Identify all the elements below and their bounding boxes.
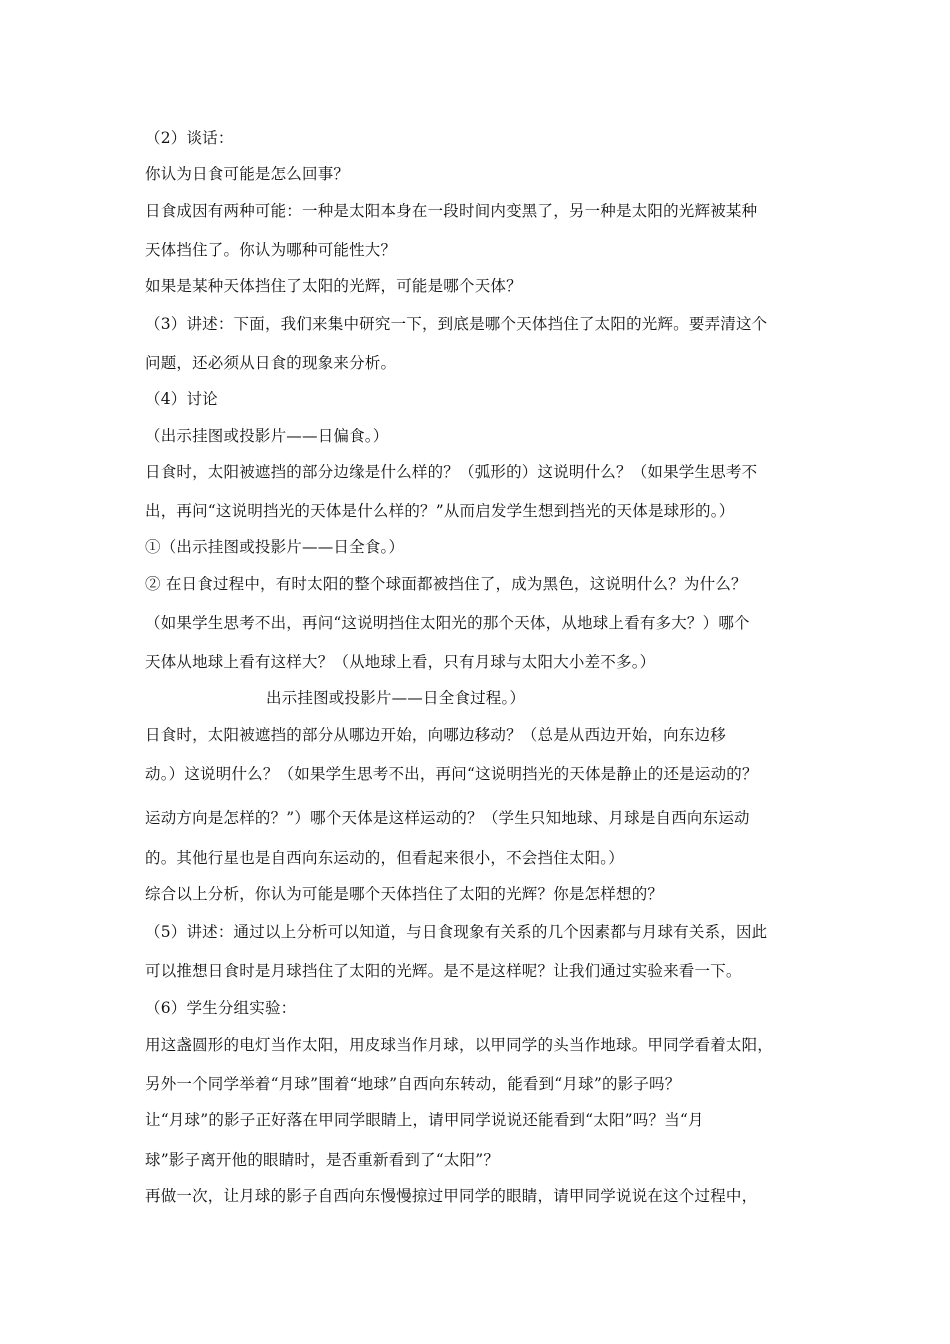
text-line: 让“月球”的影子正好落在甲同学眼睛上，请甲同学说说还能看到“太阳”吗？当“月 bbox=[145, 1111, 704, 1129]
text-line: 另外一个同学举着“月球”围着“地球”自西向东转动，能看到“月球”的影子吗？ bbox=[145, 1075, 681, 1093]
text-line-indented: 出示挂图或投影片——日全食过程。） bbox=[266, 689, 526, 707]
text-line: 动。）这说明什么？（如果学生思考不出，再问“这说明挡光的天体是静止的还是运动的？ bbox=[145, 765, 758, 783]
text-line: （出示挂图或投影片——日偏食。） bbox=[145, 427, 389, 445]
text-line: ①（出示挂图或投影片——日全食。） bbox=[145, 538, 405, 556]
text-line: 日食时，太阳被遮挡的部分从哪边开始，向哪边移动？（总是从西边开始，向东边移 bbox=[145, 726, 726, 744]
text-line: 如果是某种天体挡住了太阳的光辉，可能是哪个天体？ bbox=[145, 277, 522, 295]
text-line: 的。其他行星也是自西向东运动的，但看起来很小，不会挡住太阳。） bbox=[145, 849, 624, 867]
text-line: 综合以上分析，你认为可能是哪个天体挡住了太阳的光辉？你是怎样想的？ bbox=[145, 885, 664, 903]
text-line: （如果学生思考不出，再问“这说明挡住太阳光的那个天体，从地球上看有多大？）哪个 bbox=[145, 614, 750, 632]
text-line: （6）学生分组实验： bbox=[145, 999, 297, 1017]
text-line: 球”影子离开他的眼睛时，是否重新看到了“太阳”？ bbox=[145, 1151, 500, 1169]
text-line: ② 在日食过程中，有时太阳的整个球面都被挡住了，成为黑色，这说明什么？为什么？ bbox=[145, 575, 747, 593]
text-line: 出，再问“这说明挡光的天体是什么样的？”从而启发学生想到挡光的天体是球形的。） bbox=[145, 502, 735, 520]
text-line: 天体挡住了。你认为哪种可能性大？ bbox=[145, 241, 397, 259]
text-line: 天体从地球上看有这样大？（从地球上看，只有月球与太阳大小差不多。） bbox=[145, 653, 656, 671]
text-line: （5）讲述：通过以上分析可以知道，与日食现象有关系的几个因素都与月球有关系，因此 bbox=[145, 923, 768, 941]
text-line: 运动方向是怎样的？”）哪个天体是这样运动的？（学生只知地球、月球是自西向东运动 bbox=[145, 809, 750, 827]
text-line: （4）讨论 bbox=[145, 390, 218, 408]
text-line: 你认为日食可能是怎么回事？ bbox=[145, 165, 350, 183]
text-line: 日食时，太阳被遮挡的部分边缘是什么样的？（弧形的）这说明什么？（如果学生思考不 bbox=[145, 463, 758, 481]
text-line: 用这盏圆形的电灯当作太阳，用皮球当作月球，以甲同学的头当作地球。甲同学看着太阳， bbox=[145, 1036, 774, 1054]
text-line: 再做一次，让月球的影子自西向东慢慢掠过甲同学的眼睛，请甲同学说说在这个过程中， bbox=[145, 1187, 758, 1205]
text-line: 可以推想日食时是月球挡住了太阳的光辉。是不是这样呢？让我们通过实验来看一下。 bbox=[145, 962, 742, 980]
text-line: （2）谈话： bbox=[145, 129, 234, 147]
text-line: 日食成因有两种可能：一种是太阳本身在一段时间内变黑了，另一种是太阳的光辉被某种 bbox=[145, 202, 758, 220]
text-line: （3）讲述：下面，我们来集中研究一下，到底是哪个天体挡住了太阳的光辉。要弄清这个 bbox=[145, 315, 768, 333]
text-line: 问题，还必须从日食的现象来分析。 bbox=[145, 354, 397, 372]
